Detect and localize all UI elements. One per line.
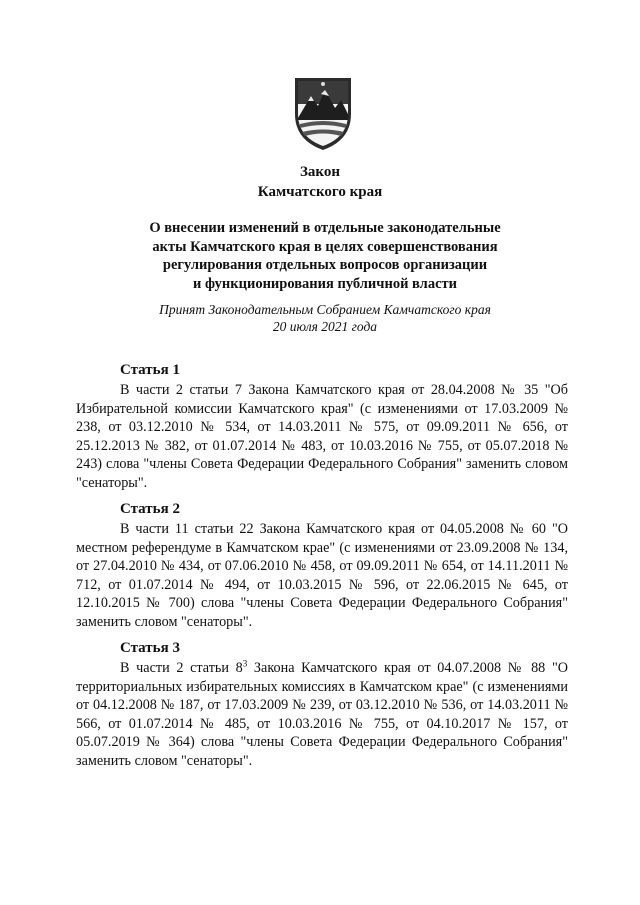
article-text: В части 2 статьи 7 Закона Камчатского края от 28.04.2008 № 35 "Об Избирательной комиссии Камчатского края" (с изменениями от 17.03.2009 № 238, от 03.12.2010 № 534, от 14.03.2011 № 575, от 09.09.2011 № 656, от 25.12.2013 № 382, от 01.07.2014 № 483, от 10.03.2016 № 755, от 05.07.2018 № 243) слова "члены Совета Федерации Федерального Собрания" заменить словом "сенаторы". [76,382,568,491]
article-text [76,659,568,771]
article-3 [76,639,568,771]
article-text: В части 11 статьи 22 Закона Камчатского края от 04.05.2008 № 60 "О местном референдуме в Камчатском крае" (с изменениями от 23.09.2008 № 134, от 27.04.2010 № 434, от 07.06.2010 № 458, от 09.09.2011 № 654, от 14.11.2011 № 712, от 01.07.2014 № 494, от 10.03.2015 № 596, от 22.06.2015 № 645, от 12.10.2015 № 700) слова "члены Совета Федерации Федерального Собрания" заменить словом "сенаторы". [76,521,568,630]
article-2 [76,500,568,632]
article-heading: Статья 3 [120,640,180,656]
law-title-line: Закон [299,164,340,180]
article-1 [76,361,568,493]
law-subject [100,219,550,293]
article-text-start: В части 2 статьи 8 [120,660,243,676]
adopted-by: Принят Законодательным Собранием Камчатского края [159,302,491,317]
adoption-note [130,301,520,335]
subject-line: акты Камчатского края в целях совершенствования [152,238,498,255]
adoption-date: 20 июля 2021 года [272,319,378,334]
article-text-rest: Закона Камчатского края от 04.07.2008 № 88 "О территориальных избирательных комиссиях в Камчатском крае" (с изменениями от 04.12.2008 № 187, от 17.03.2009 № 239, от 03.12.2010 № 536, от 14.03.2011 № 566, от 01.07.2014 № 485, от 10.03.2016 № 755, от 04.10.2017 № 157, от 05.07.2019 № 364) слова "члены Совета Федерации Федерального Собрания" заменить словом "сенаторы". [76,660,568,769]
subject-line: и функционирования публичной власти [193,275,457,292]
article-heading: Статья 1 [120,362,180,378]
article-number-superscript: 3 [242,658,248,669]
law-title [120,162,520,202]
article-heading: Статья 2 [120,501,180,517]
law-title-region: Камчатского края [257,184,383,200]
subject-line: регулирования отдельных вопросов организации [162,257,488,273]
kamchatka-coat-of-arms-icon [291,74,355,152]
subject-line: О внесении изменений в отдельные законодательные [149,220,501,236]
